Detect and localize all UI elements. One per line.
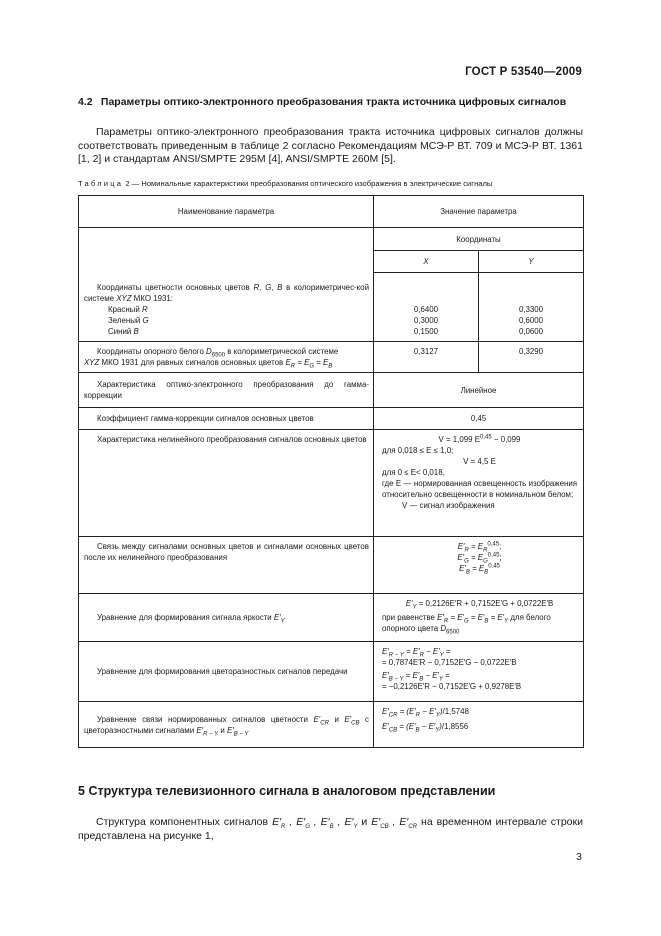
- color-diff-by-def: $E'_{B - Y} = E'_B - E'_Y$ =: [382, 671, 450, 683]
- table-row-oe-characteristic: [79, 373, 584, 408]
- section-5-title: Структура телевизионного сигнала в аналоговом представлении: [88, 784, 496, 798]
- primary-blue-label: Синий B: [108, 327, 139, 336]
- primaries-param-text: Координаты цветности основных цветов R, G, B в колориметричес-кой системе XYZ МКО 1931:: [84, 283, 369, 303]
- x-header: X: [374, 251, 479, 273]
- nonlinear-where-v: V — сигнал изображения: [402, 501, 495, 510]
- relation-formula-g: $E'_G = E_G^{0,45}$;: [457, 552, 502, 565]
- col-value-header: Значение параметра: [374, 196, 584, 228]
- page-number: 3: [576, 851, 582, 863]
- primary-green-label: Зеленый G: [108, 316, 149, 325]
- color-diff-param: Уравнение для формирования цветоразностных сигналов передачи: [79, 642, 374, 702]
- primary-red-label: Красный R: [108, 305, 148, 314]
- table-header-row: [79, 196, 584, 228]
- nonlinear-formula-1-cond: для 0,018 ≤ E ≤ 1,0;: [382, 446, 454, 455]
- table-caption-label: Таблица: [78, 179, 124, 188]
- section-title: Параметры оптико-электронного преобразования тракта источника цифровых сигналов: [100, 96, 567, 108]
- white-point-x: 0,3127: [374, 342, 479, 373]
- white-point-param: Координаты опорного белого $D_{6500}$ в колориметрической системе XYZ МКО 1931 для равных сигналов основных цветов $E_R = E_G = E_B$: [79, 342, 374, 373]
- color-diff-by-formula: = −0,2126E′R − 0,7152E′G + 0,9278E′B: [382, 682, 522, 691]
- luma-formula: [374, 594, 584, 642]
- primaries-y-values: 0,3300 0,6000 0,0600: [479, 273, 584, 342]
- col-param-header: Наименование параметра: [79, 196, 374, 228]
- nonlinear-formula-2: V = 4,5 E: [463, 457, 496, 466]
- nonlinear-formula: [374, 430, 584, 537]
- section-5-heading: [78, 784, 583, 798]
- gamma-value: 0,45: [374, 408, 584, 430]
- relation-param: Связь между сигналами основных цветов и сигналами основных цветов после их нелинейного преобразования: [79, 537, 374, 594]
- section-4-2-paragraph: Параметры оптико-электронного преобразования тракта источника цифровых сигналов должны соответствовать приведенным в таблице 2 согласно Рекомендациям МСЭ-Р ВТ. 709 и МСЭ-Р ВТ. 1361 [1, 2] и стандартам ANSI/SMPTE 295M [4], ANSI/SMPTE 260M [5].: [78, 126, 583, 165]
- table-caption: [78, 179, 598, 188]
- oe-characteristic-value: Линейное: [374, 373, 584, 408]
- relation-formula: [374, 537, 584, 594]
- table-row-coords-header: [79, 228, 584, 251]
- primaries-param-cell: [79, 228, 374, 342]
- primaries-x-values: 0,6400 0,3000 0,1500: [374, 273, 479, 342]
- nonlinear-formula-1: V = 1,099 E$^{0,45}$ − 0,099: [438, 434, 521, 444]
- white-point-y: 0,3290: [479, 342, 584, 373]
- oe-characteristic-param: Характеристика оптико-электронного преобразования до гамма-коррекции: [79, 373, 374, 408]
- normalized-param: Уравнение связи нормированных сигналов цветности $E'_{CR}$ и $E'_{CB}$ с цветоразностными сигналами $E'_{R - Y}$ и $E'_{B - Y}$: [79, 702, 374, 748]
- normalized-formula-cb: $E'_{CB} = (E'_B - E'_Y)/1,8556$: [382, 722, 469, 734]
- nonlinear-param: Характеристика нелинейного преобразования сигналов основных цветов: [79, 430, 374, 537]
- section-4-2-heading: [78, 96, 583, 109]
- luma-note: при равенстве $E'_R = E'_G = E'_B = E'_Y$ для белого опорного цвета $D_{6500}$: [382, 613, 551, 636]
- normalized-formula: [374, 702, 584, 748]
- table-row-color-diff: [79, 642, 584, 702]
- color-diff-ry-formula: = 0,7874E′R − 0,7152E′G − 0,0722E′B: [382, 658, 517, 667]
- relation-formula-r: $E'_R = E_R^{0,45}$;: [457, 541, 502, 554]
- normalized-formula-cr: $E'_{CR} = (E'_R - E'_Y)/1,5748$: [382, 707, 469, 719]
- y-header: Y: [479, 251, 584, 273]
- table-caption-text: 2 — Номинальные характеристики преобразования оптического изображения в электрические сигналы: [125, 179, 493, 188]
- color-diff-formula: [374, 642, 584, 702]
- nonlinear-formula-2-cond: для 0 ≤ E< 0,018,: [382, 468, 445, 477]
- table-row-white-point: [79, 342, 584, 373]
- table-row-luma: [79, 594, 584, 642]
- parameters-table: [78, 195, 584, 748]
- table-row-relation: [79, 537, 584, 594]
- table-row-nonlinear: [79, 430, 584, 537]
- luma-param: Уравнение для формирования сигнала яркости $E'_Y$: [79, 594, 374, 642]
- relation-formula-b: $E'_B = E_B^{0,45}$: [459, 563, 500, 576]
- standard-code: ГОСТ Р 53540—2009: [465, 66, 582, 78]
- nonlinear-where-e: где E — нормированная освещенность изображения относительно освещенности в номинальном белом;: [382, 479, 578, 499]
- table-row-gamma: [79, 408, 584, 430]
- table-row-normalized: [79, 702, 584, 748]
- color-diff-ry-def: $E'_{R - Y} = E'_R - E'_Y$ =: [382, 647, 451, 659]
- gamma-param: Коэффициент гамма-коррекции сигналов основных цветов: [79, 408, 374, 430]
- section-number: 4.2: [78, 96, 93, 108]
- section-5-number: 5: [78, 784, 85, 798]
- luma-formula-main: $E'_Y = 0,2126E'R + 0,7152E'G + 0,0722E'B$: [405, 599, 554, 611]
- coords-header: Координаты: [374, 228, 584, 251]
- section-5-paragraph: Структура компонентных сигналов $E'_R$ , $E'_G$ , $E'_B$ , $E'_Y$ и $E'_{CB}$ , $E'_{CR}$ на временном интервале строки представлена на рисунке 1,: [78, 816, 583, 842]
